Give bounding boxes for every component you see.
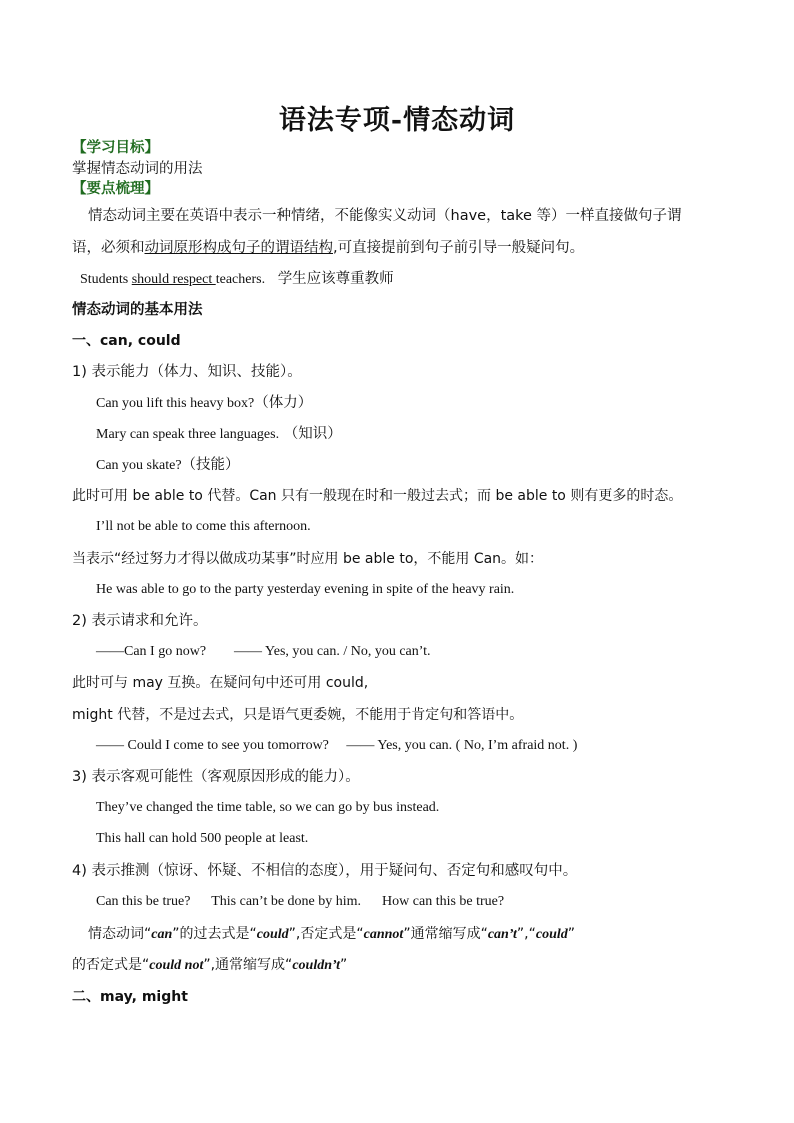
intro-line-2: [72, 238, 584, 258]
s1-example-7: —— Could I come to see you tomorrow? —— Yes, you can. ( No, I’m afraid not. ): [96, 738, 578, 753]
s1-example-3: [96, 455, 240, 476]
example-intro-underlined: should respect: [131, 272, 216, 287]
s1-example-5: He was able to go to the party yesterday evening in spite of the heavy rain.: [96, 582, 515, 597]
page-title: 语法专项-情态动词: [278, 105, 516, 136]
s1-example-2-cn: （知识）: [283, 426, 342, 442]
intro-line-2-prefix: 语，必须和: [72, 240, 145, 256]
example-intro-prefix: Students: [80, 272, 132, 287]
summary-word-cant: can’t: [487, 927, 517, 942]
s1-point-4: 4) 表示推测（惊讶、怀疑、不相信的态度），用于疑问句、否定句和感叹句中。: [72, 863, 578, 879]
summary-text-1: 情态动词“: [88, 926, 152, 942]
summary-text-6: ”: [567, 926, 576, 942]
summary-text-4: ”通常缩写成“: [403, 926, 488, 942]
intro-line-2-suffix: ,可直接提前到句子前引导一般疑问句。: [333, 240, 585, 256]
s1-example-9: This hall can hold 500 people at least.: [96, 831, 309, 846]
summary-word-couldnt: couldn’t: [292, 958, 341, 973]
summary-line-1: [88, 924, 575, 945]
s1-example-1: [96, 393, 312, 414]
summary-text-2: ”的过去式是“: [172, 926, 257, 942]
goal-text: 掌握情态动词的用法: [72, 161, 203, 177]
s1-note-1: 此时可用 be able to 代替。Can 只有一般现在时和一般过去式；而 be able to 则有更多的时态。: [72, 488, 683, 504]
basic-usage-heading: 情态动词的基本用法: [72, 302, 203, 318]
s1-example-4: I’ll not be able to come this afternoon.: [96, 519, 311, 534]
summary-line-2: [72, 955, 347, 976]
s1-example-6: ——Can I go now? —— Yes, you can. / No, you can’t.: [96, 644, 431, 659]
s1-example-8: They’ve changed the time table, so we can go by bus instead.: [96, 800, 440, 815]
summary-text-5: ”,“: [516, 926, 536, 942]
s1-example-10: Can this be true? This can’t be done by him. How can this be true?: [96, 894, 505, 909]
section-1-heading: 一、can, could: [72, 333, 181, 349]
summary-word-can: can: [151, 927, 173, 942]
s1-example-1-cn: （体力）: [254, 395, 313, 411]
s1-example-1-en: Can you lift this heavy box?: [96, 396, 255, 411]
summary-text-9: ”: [340, 957, 348, 973]
intro-line-2-underlined: 动词原形构成句子的谓语结构: [144, 240, 333, 256]
s1-example-3-cn: （技能）: [181, 457, 240, 473]
summary-word-could-2: could: [535, 927, 568, 942]
s1-point-3: 3) 表示客观可能性（客观原因形成的能力）。: [72, 769, 360, 785]
section-2-heading: 二、may, might: [72, 989, 188, 1005]
summary-word-could: could: [256, 927, 289, 942]
s1-example-2: [96, 424, 342, 445]
summary-text-3: ”,否定式是“: [288, 926, 364, 942]
s1-note-2: 当表示“经过努力才得以做成功某事”时应用 be able to，不能用 Can。如：: [72, 551, 544, 567]
s1-point-1: 1) 表示能力（体力、知识、技能）。: [72, 364, 302, 380]
summary-text-7: 的否定式是“: [72, 957, 150, 973]
example-intro: [80, 269, 394, 290]
summary-word-could-not: could not: [149, 958, 204, 973]
example-intro-cn: 学生应该尊重教师: [277, 271, 394, 287]
s1-point-2: 2) 表示请求和允许。: [72, 613, 208, 629]
points-heading: 【要点梳理】: [72, 181, 159, 197]
summary-text-8: ”,通常缩写成“: [203, 957, 293, 973]
goal-heading: 【学习目标】: [72, 140, 159, 156]
s1-example-3-en: Can you skate?: [96, 458, 182, 473]
s1-note-3: 此时可与 may 互换。在疑问句中还可用 could,: [72, 675, 369, 691]
example-intro-suffix: teachers.: [215, 272, 266, 287]
intro-line-1: 情态动词主要在英语中表示一种情绪，不能像实义动词（have，take 等）一样直接做句子谓: [88, 208, 682, 224]
s1-note-4: might 代替，不是过去式，只是语气更委婉，不能用于肯定句和答语中。: [72, 707, 524, 723]
s1-example-2-en: Mary can speak three languages.: [96, 427, 280, 442]
summary-word-cannot: cannot: [363, 927, 404, 942]
